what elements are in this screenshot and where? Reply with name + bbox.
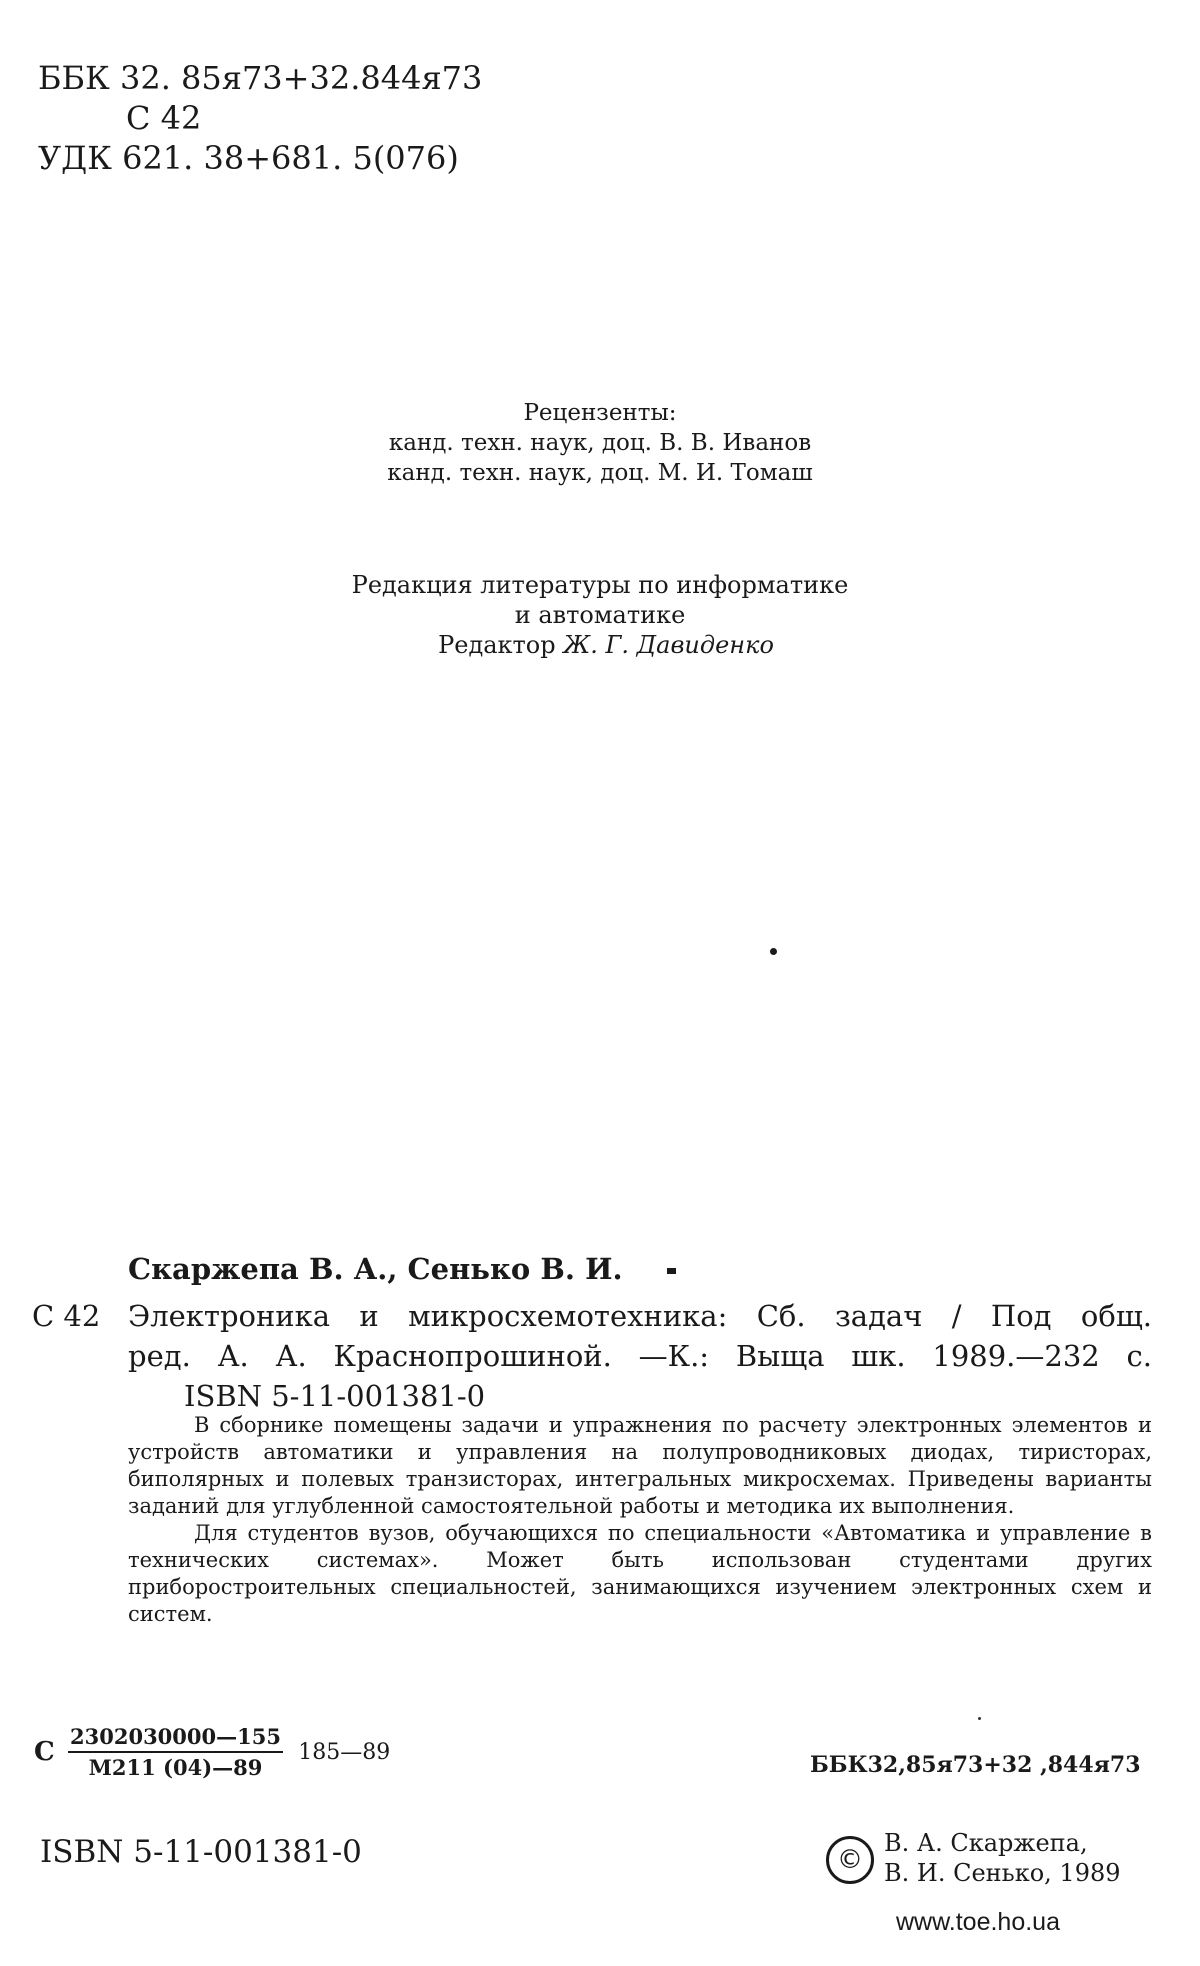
edition-line-2: и автоматике bbox=[514, 601, 686, 629]
formula-suffix: 185—89 bbox=[298, 1739, 391, 1765]
print-mark bbox=[667, 1268, 676, 1274]
copyright-line-1: В. А. Скаржепа, bbox=[884, 1829, 1088, 1857]
editor-line bbox=[0, 630, 1200, 660]
formula-numerator: 2302030000—155 bbox=[68, 1724, 283, 1753]
udk-code: УДК 621. 38+681. 5(076) bbox=[38, 139, 459, 177]
reviewer-1: канд. техн. наук, доц. В. В. Иванов bbox=[388, 430, 812, 456]
editor-name: Ж. Г. Давиденко bbox=[563, 631, 774, 659]
bbk-code: ББК 32. 85я73+32.844я73 bbox=[38, 59, 483, 97]
bbk-footer: ББК32,85я73+32 ,844я73 bbox=[810, 1752, 1141, 1778]
reviewers-heading: Рецензенты: bbox=[523, 400, 677, 426]
author-mark: С 42 bbox=[126, 99, 202, 137]
print-speck-small bbox=[978, 1717, 981, 1720]
reviewer-2: канд. техн. наук, доц. М. И. Томаш bbox=[387, 460, 813, 486]
authors-text: Скаржепа В. А., Сенько В. И. bbox=[128, 1252, 623, 1286]
card-title-line-1: Электроника и микросхемотехника: Сб. задач / Под общ. bbox=[128, 1299, 1152, 1333]
copyright-icon: © bbox=[826, 1836, 874, 1884]
abstract-paragraph-2: Для студентов вузов, обучающихся по специальности «Автоматика и управление в технических системах». Может быть использован студентами других приборостроительных специальностей, занимающихся изучением электронных схем и систем. bbox=[128, 1521, 1152, 1626]
abstract-block bbox=[128, 1412, 1152, 1628]
isbn-footer: ISBN 5-11-001381-0 bbox=[40, 1834, 362, 1870]
reviewers-block bbox=[0, 398, 1200, 488]
catalog-formula bbox=[34, 1724, 390, 1780]
copyright-line-2: В. И. Сенько, 1989 bbox=[884, 1859, 1121, 1887]
edition-block bbox=[0, 570, 1200, 660]
editor-label: Редактор bbox=[438, 631, 556, 659]
print-speck bbox=[770, 948, 777, 955]
card-isbn: ISBN 5-11-001381-0 bbox=[184, 1379, 486, 1413]
edition-line-1: Редакция литературы по информатике bbox=[351, 571, 849, 599]
card-authors bbox=[128, 1252, 676, 1286]
copyright-names bbox=[884, 1828, 1121, 1888]
website-watermark: www.toe.ho.ua bbox=[896, 1908, 1060, 1936]
formula-denominator: М211 (04)—89 bbox=[88, 1755, 263, 1780]
card-title-block bbox=[128, 1296, 1152, 1416]
formula-fraction bbox=[68, 1724, 283, 1780]
classification-block bbox=[38, 58, 482, 178]
formula-prefix: С bbox=[34, 1737, 55, 1767]
card-code: С 42 bbox=[32, 1299, 101, 1333]
card-title-line-2: ред. А. А. Краснопрошиной. —К.: Выща шк. 1989.—232 с. bbox=[128, 1339, 1152, 1373]
abstract-paragraph-1: В сборнике помещены задачи и упражнения по расчету электронных элементов и устройств автоматики и управления на полупроводниковых диодах, тиристорах, биполярных и полевых транзисторах, интегральных микросхемах. Приведены варианты заданий для углубленной самостоятельной работы и методика их выполнения. bbox=[128, 1413, 1152, 1518]
